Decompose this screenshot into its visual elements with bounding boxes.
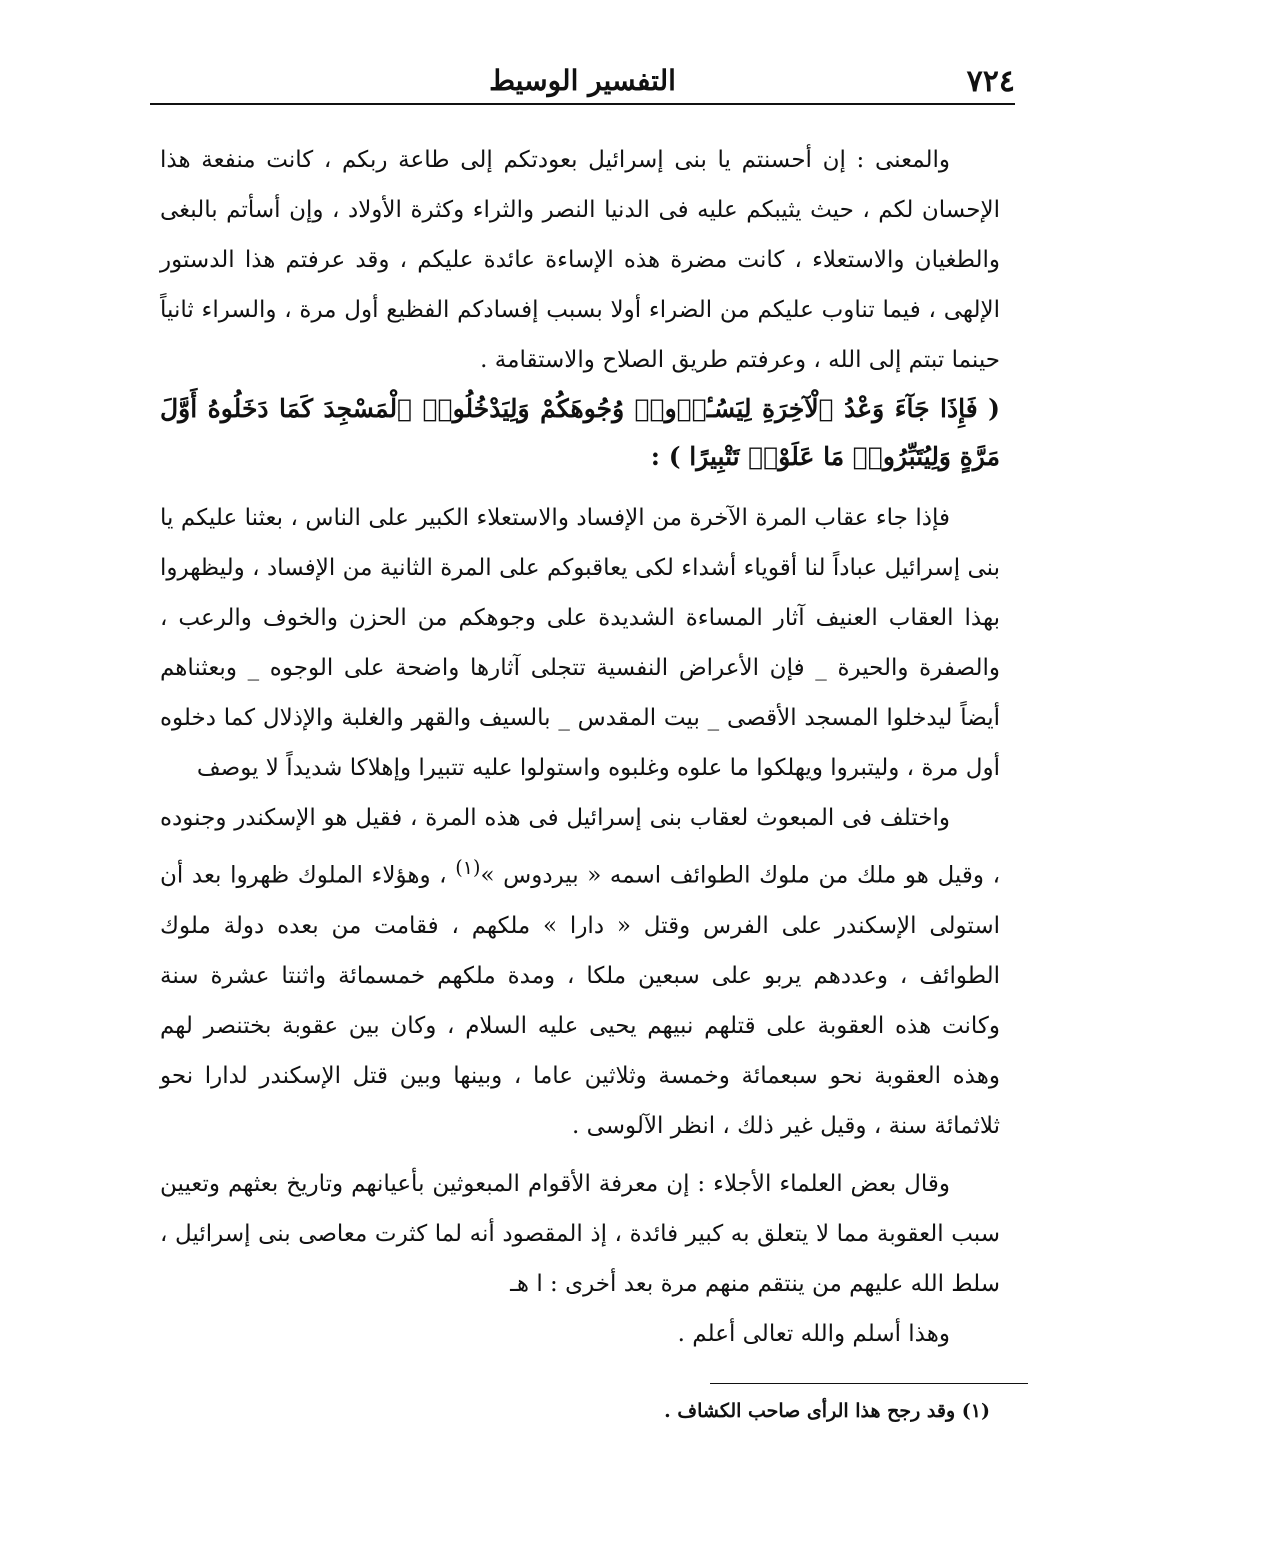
paragraph-scholars: وقال بعض العلماء الأجلاء : إن معرفة الأقوام المبعوثين بأعيانهم وتاريخ بعثهم وتعيين سبب العقوبة مما لا يتعلق به كبير فائدة ، إذ المقصود أنه لما كثرت معاصى بنى إسرائيل ، سلط الله عليهم من ينتقم منهم مرة بعد أخرى : ا هـ xyxy=(160,1170,1000,1297)
paragraph-closing: وهذا أسلم والله تعالى أعلم . xyxy=(677,1320,950,1347)
footnote-reference: (١) xyxy=(455,856,481,879)
verse-open-bracket: ( xyxy=(988,394,1000,423)
page-number: ٧٢٤ xyxy=(966,64,1015,99)
paragraph-disagreement-rest: ، وهؤلاء الملوك ظهروا بعد أن استولى الإسكندر على الفرس وقتل « دارا » ملكهم ، فقامت من بعده دولة ملوك الطوائف ، وعددهم يربو على سبعين ملكا ، ومدة ملكهم خمسمائة واثنتا عشرة سنة وكانت هذه العقوبة على قتلهم نبيهم يحيى عليه السلام ، وكان بين عقوبة بختنصر لهم وهذه العقوبة نحو سبعمائة وخمسة وثلاثين عاما ، وبينها وبين قتل الإسكندر لدارا نحو ثلاثمائة سنة ، وقيل غير ذلك ، انظر الآلوسى . xyxy=(160,862,1000,1139)
page-header xyxy=(150,60,1015,104)
paragraph-meaning: والمعنى : إن أحسنتم يا بنى إسرائيل بعودتكم إلى طاعة ربكم ، كانت منفعة هذا الإحسان لكم ، حيث يثيبكم عليه فى الدنيا النصر والثراء وكثرة الأولاد ، وإن أسأتم بالبغى والطغيان والاستعلاء ، كانت مضرة هذه الإساءة عائدة عليكم ، وقد عرفتم هذا الدستور الإلهى ، فيما تناوب عليكم من الضراء أولا بسبب إفسادكم الفظيع أول مرة ، والسراء ثانياً حينما تبتم إلى الله ، وعرفتم طريق الصلاح والاستقامة . xyxy=(160,147,1000,373)
footnote: (١) وقد رجح هذا الرأى صاحب الكشاف . xyxy=(664,1400,990,1422)
paragraph-disagreement-start: واختلف فى المبعوث لعقاب بنى إسرائيل فى هذه المرة ، فقيل هو الإسكندر وجنوده ، وقيل هو ملك من ملوك الطوائف اسمه « بيردوس » xyxy=(160,805,1001,889)
quran-verse xyxy=(160,385,1000,481)
verse-text: فَإِذَا جَآءَ وَعْدُ ٱلْآخِرَةِ لِيَسُـٔۥُوا۟ وُجُوهَكُمْ وَلِيَدْخُلُوا۟ ٱلْمَسْجِدَ كَمَا دَخَلُوهُ أَوَّلَ مَرَّةٍ وَلِيُتَبِّرُوا۟ مَا عَلَوْا۟ تَتْبِيرًا xyxy=(160,394,1000,471)
page-body xyxy=(160,135,1000,1359)
paragraph-explanation: فإذا جاء عقاب المرة الآخرة من الإفساد والاستعلاء الكبير على الناس ، بعثنا عليكم يا بنى إسرائيل عباداً لنا أقوياء أشداء لكى يعاقبوكم على المرة الثانية من الإفساد ، وليظهروا بهذا العقاب العنيف آثار المساءة الشديدة على وجوهكم من الحزن والخوف والرعب ، والصفرة والحيرة _ فإن الأعراض النفسية تتجلى آثارها واضحة على الوجوه _ وبعثناهم أيضاً ليدخلوا المسجد الأقصى _ بيت المقدس _ بالسيف والقهر والغلبة والإذلال كما دخلوه أول مرة ، وليتبروا ويهلكوا ما علوه وغلبوه واستولوا عليه تتبيرا وإهلاكا شديداً لا يوصف xyxy=(160,505,1000,781)
running-title: التفسير الوسيط xyxy=(489,64,676,97)
footnote-rule xyxy=(710,1383,1028,1384)
paragraph-disagreement xyxy=(160,793,1000,1151)
verse-close-bracket: ) : xyxy=(650,442,681,471)
header-rule xyxy=(150,103,1015,105)
